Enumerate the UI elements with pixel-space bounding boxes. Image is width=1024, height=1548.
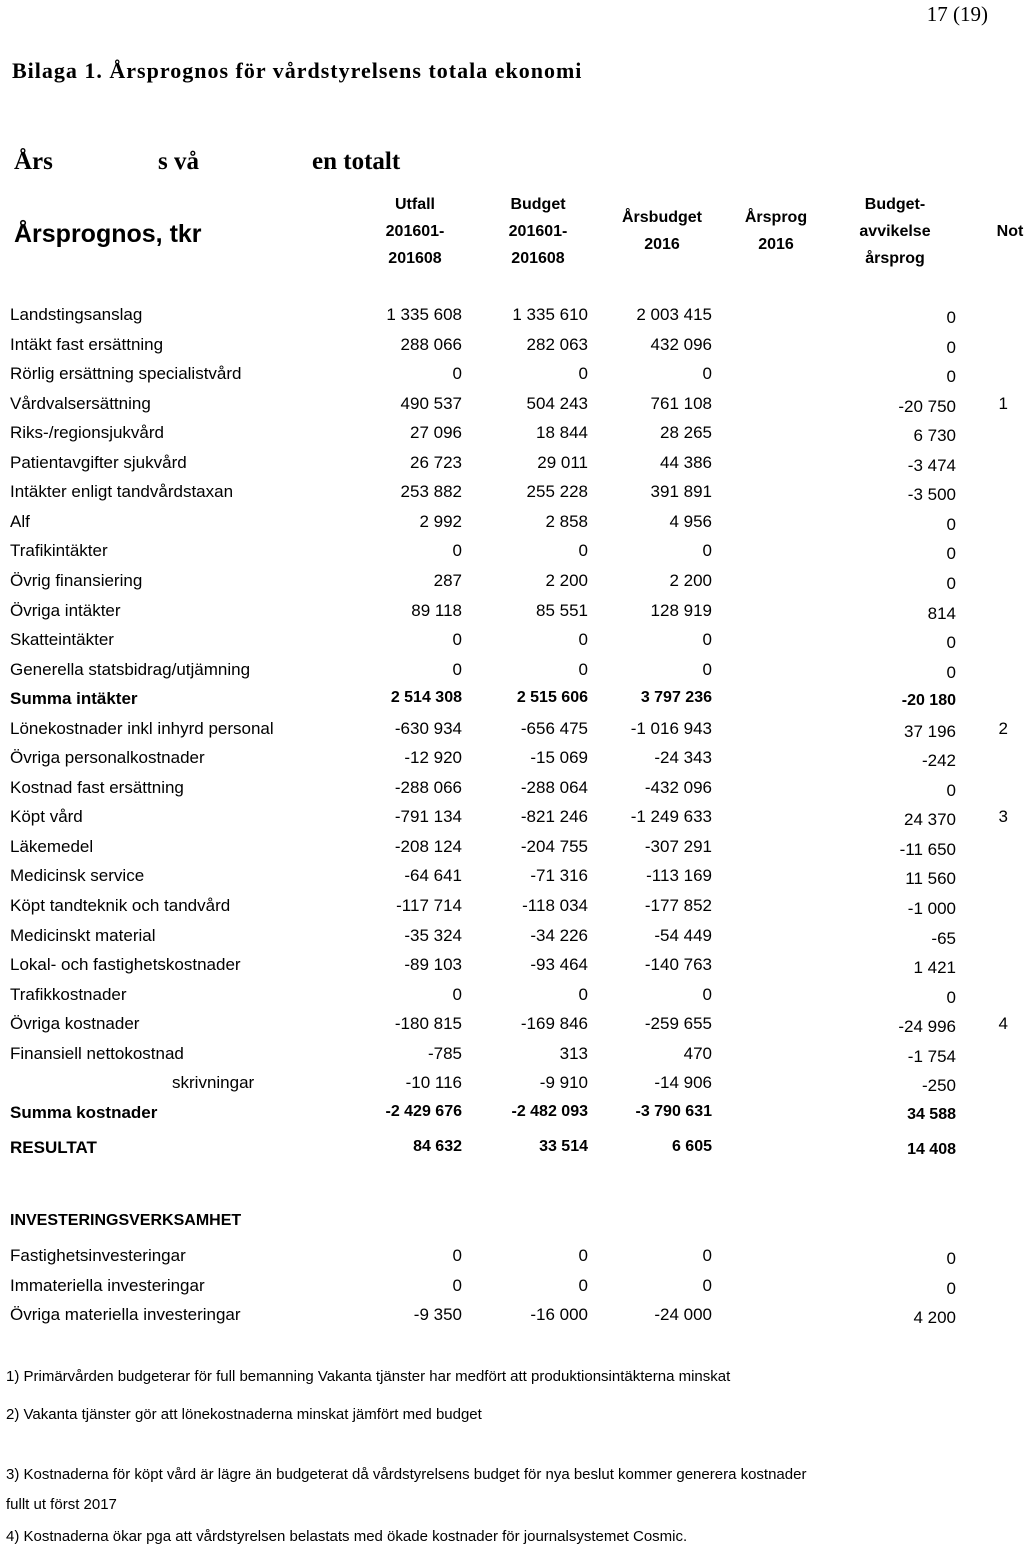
cell-c3: -1 249 633 bbox=[630, 807, 712, 827]
row-label: Summa kostnader bbox=[10, 1102, 158, 1122]
cell-c1: 0 bbox=[452, 1275, 462, 1295]
cell-c5: -24 996 bbox=[898, 1017, 956, 1037]
cell-c3: 432 096 bbox=[650, 334, 712, 354]
row-label: Generella statsbidrag/utjämning bbox=[10, 659, 251, 679]
table-row bbox=[0, 1014, 1024, 1043]
cell-c5: 14 408 bbox=[907, 1141, 956, 1159]
cell-c5: 0 bbox=[946, 987, 956, 1007]
column-header bbox=[478, 191, 598, 272]
column-header-line: 2016 bbox=[758, 236, 794, 253]
row-label: Lönekostnader inkl inhyrd personal bbox=[10, 718, 274, 738]
cell-c3: -259 655 bbox=[644, 1014, 712, 1034]
row-label: Övriga personalkostnader bbox=[10, 748, 205, 768]
column-header bbox=[716, 204, 836, 258]
table-row bbox=[0, 1305, 1024, 1334]
column-header bbox=[602, 204, 722, 258]
row-label: Intäkter enligt tandvårdstaxan bbox=[10, 482, 234, 502]
cell-c1: -89 103 bbox=[404, 955, 462, 975]
cell-c3: 0 bbox=[702, 364, 712, 384]
summary-row bbox=[0, 689, 1024, 718]
cell-c2: -169 846 bbox=[520, 1014, 588, 1034]
row-label: Läkemedel bbox=[10, 836, 94, 856]
cell-c1: 2 514 308 bbox=[390, 689, 462, 707]
row-label: Köpt tandteknik och tandvård bbox=[10, 896, 231, 915]
cell-c1: -9 350 bbox=[413, 1305, 462, 1324]
cell-c2: -2 482 093 bbox=[511, 1102, 588, 1120]
cell-c3: 3 797 236 bbox=[640, 689, 712, 707]
cell-c2: -821 246 bbox=[520, 807, 588, 827]
heading-fragment: Års bbox=[14, 148, 53, 175]
cell-c2: 2 858 bbox=[545, 511, 588, 531]
cell-note: 3 bbox=[998, 807, 1008, 827]
cell-c2: 0 bbox=[578, 364, 588, 384]
cell-c5: 0 bbox=[946, 1249, 956, 1268]
cell-c2: -118 034 bbox=[522, 896, 588, 915]
cell-c2: -288 064 bbox=[520, 777, 588, 797]
appendix-title: Bilaga 1. Årsprognos för vårdstyrelsens totala ekonomi bbox=[12, 58, 583, 83]
cell-c3: 6 605 bbox=[671, 1138, 712, 1156]
table-row bbox=[0, 601, 1024, 630]
table-row bbox=[0, 541, 1024, 570]
cell-c2: -204 755 bbox=[520, 836, 588, 856]
cell-c2: 504 243 bbox=[526, 393, 588, 413]
cell-c2: -71 316 bbox=[530, 866, 588, 886]
footnote: fullt ut först 2017 bbox=[6, 1496, 117, 1513]
cell-c5: 0 bbox=[946, 633, 956, 653]
cell-c5: 0 bbox=[946, 337, 956, 357]
cell-c3: 28 265 bbox=[660, 423, 712, 443]
cell-c1: -117 714 bbox=[396, 896, 462, 915]
table-row bbox=[0, 482, 1024, 511]
heading-fragment: en totalt bbox=[312, 148, 401, 175]
cell-c3: 0 bbox=[702, 541, 712, 561]
cell-c5: 0 bbox=[946, 308, 956, 327]
cell-c5: -1 754 bbox=[907, 1046, 956, 1066]
row-label: Rörlig ersättning specialistvård bbox=[10, 364, 242, 384]
table-row bbox=[0, 926, 1024, 955]
table-row bbox=[0, 305, 1024, 334]
cell-c3: -113 169 bbox=[646, 866, 712, 886]
cell-c1: 84 632 bbox=[413, 1138, 462, 1156]
cell-c5: 6 730 bbox=[913, 426, 956, 446]
investment-section-title: INVESTERINGSVERKSAMHET bbox=[10, 1212, 242, 1229]
cell-c1: -2 429 676 bbox=[385, 1102, 462, 1120]
table-row bbox=[0, 896, 1024, 925]
cell-c2: 18 844 bbox=[536, 423, 588, 443]
row-label: RESULTAT bbox=[10, 1138, 97, 1158]
heading-fragment: s vå bbox=[158, 148, 199, 175]
cell-c3: 761 108 bbox=[650, 393, 712, 413]
column-header-line: Årsprog bbox=[744, 209, 808, 226]
cell-c1: -12 920 bbox=[404, 748, 462, 768]
cell-c2: 313 bbox=[559, 1043, 588, 1063]
cell-c5: 0 bbox=[946, 1278, 956, 1298]
cell-c1: -64 641 bbox=[404, 866, 462, 886]
row-label: Riks-/regionsjukvård bbox=[10, 423, 164, 443]
column-header-line: 201601- bbox=[508, 223, 568, 240]
row-label: Fastighetsinvesteringar bbox=[10, 1246, 186, 1265]
column-header-line: 201608 bbox=[388, 250, 442, 267]
row-label: Patientavgifter sjukvård bbox=[10, 452, 187, 472]
row-label: Lokal- och fastighetskostnader bbox=[10, 955, 241, 975]
footnote: 4) Kostnaderna ökar pga att vårdstyrelsen belastats med ökade kostnader för journalsystemet Cosmic. bbox=[6, 1528, 688, 1545]
footnote: 2) Vakanta tjänster gör att lönekostnaderna minskat jämfört med budget bbox=[6, 1406, 482, 1423]
cell-c1: 1 335 608 bbox=[386, 305, 462, 324]
cell-c1: -288 066 bbox=[394, 777, 462, 797]
cell-note: 4 bbox=[998, 1014, 1008, 1034]
cell-c5: -3 500 bbox=[907, 485, 956, 505]
cell-c3: -307 291 bbox=[644, 836, 712, 856]
row-label: Medicinskt material bbox=[10, 925, 156, 945]
cell-c5: -65 bbox=[931, 928, 956, 948]
cell-c1: -180 815 bbox=[394, 1014, 462, 1034]
row-label: Kostnad fast ersättning bbox=[10, 777, 184, 797]
row-label: Landstingsanslag bbox=[10, 305, 143, 324]
cell-c3: 470 bbox=[683, 1043, 712, 1063]
column-header bbox=[950, 218, 1024, 245]
cell-c3: -54 449 bbox=[654, 925, 712, 945]
cell-c1: 253 882 bbox=[400, 482, 462, 502]
cell-c1: 0 bbox=[452, 541, 462, 561]
cell-c1: -35 324 bbox=[404, 925, 462, 945]
table-row bbox=[0, 1276, 1024, 1305]
column-header-line: Budget bbox=[510, 196, 566, 213]
table-row bbox=[0, 837, 1024, 866]
table-row bbox=[0, 719, 1024, 748]
cell-c3: -24 000 bbox=[654, 1305, 712, 1324]
row-label: Köpt vård bbox=[10, 807, 83, 827]
table-row bbox=[0, 778, 1024, 807]
cell-c3: 44 386 bbox=[660, 452, 712, 472]
table-row bbox=[0, 1073, 1024, 1102]
cell-c1: 0 bbox=[452, 659, 462, 679]
cell-c1: 2 992 bbox=[419, 511, 462, 531]
cell-c5: 0 bbox=[946, 780, 956, 800]
cell-c2: 255 228 bbox=[526, 482, 588, 502]
cell-c5: -3 474 bbox=[907, 455, 956, 475]
cell-c5: 0 bbox=[946, 573, 956, 593]
cell-c1: -208 124 bbox=[394, 836, 462, 856]
cell-c5: -20 750 bbox=[898, 396, 956, 416]
table-row bbox=[0, 453, 1024, 482]
cell-c2: 33 514 bbox=[539, 1138, 588, 1156]
cell-c3: 0 bbox=[702, 1246, 712, 1265]
summary-row bbox=[0, 1103, 1024, 1132]
cell-c1: -10 116 bbox=[405, 1073, 462, 1093]
row-label: Alf bbox=[10, 511, 30, 531]
column-header-line: Utfall bbox=[395, 196, 435, 213]
cell-c2: -93 464 bbox=[530, 955, 588, 975]
cell-c2: -9 910 bbox=[539, 1073, 588, 1093]
cell-c2: -15 069 bbox=[530, 748, 588, 768]
cell-c3: 2 200 bbox=[669, 570, 712, 590]
cell-c1: 490 537 bbox=[400, 393, 462, 413]
table-row bbox=[0, 748, 1024, 777]
cell-note: 2 bbox=[998, 718, 1008, 738]
cell-c5: 0 bbox=[946, 544, 956, 564]
row-label: Skatteintäkter bbox=[10, 630, 114, 650]
cell-c5: 0 bbox=[946, 662, 956, 682]
row-label: Trafikintäkter bbox=[10, 541, 108, 561]
footnote: 3) Kostnaderna för köpt vård är lägre än budgeterat då vårdstyrelsens budget för nya beslut kommer generera kostnader bbox=[6, 1466, 807, 1483]
cell-c3: -177 852 bbox=[644, 896, 712, 915]
cell-c3: 391 891 bbox=[650, 482, 712, 502]
cell-c2: -656 475 bbox=[520, 718, 588, 738]
cell-c3: 128 919 bbox=[650, 600, 712, 620]
cell-c5: -242 bbox=[921, 751, 956, 771]
row-label: skrivningar bbox=[172, 1073, 255, 1093]
cell-c1: 0 bbox=[452, 364, 462, 384]
cell-c2: 0 bbox=[578, 1275, 588, 1295]
column-header bbox=[355, 191, 475, 272]
cell-c1: -785 bbox=[427, 1043, 462, 1063]
cell-c5: -20 180 bbox=[901, 692, 956, 710]
cell-c5: 814 bbox=[927, 603, 956, 623]
cell-c1: 27 096 bbox=[410, 423, 462, 443]
row-label: Summa intäkter bbox=[10, 689, 138, 709]
column-header-line: Budget- bbox=[864, 196, 926, 213]
cell-c2: 0 bbox=[578, 1246, 588, 1265]
cell-c1: 89 118 bbox=[411, 600, 462, 620]
column-header-line: Not bbox=[996, 223, 1024, 240]
footnote: 1) Primärvården budgeterar för full bemanning Vakanta tjänster har medfört att produktionsintäkterna minskat bbox=[6, 1368, 731, 1385]
cell-c2: 282 063 bbox=[526, 334, 588, 354]
cell-c5: -1 000 bbox=[907, 899, 956, 918]
row-label: Medicinsk service bbox=[10, 866, 145, 886]
cell-c2: 2 200 bbox=[545, 570, 588, 590]
table-row bbox=[0, 335, 1024, 364]
cell-c2: 0 bbox=[578, 659, 588, 679]
cell-c3: 4 956 bbox=[669, 511, 712, 531]
table-row bbox=[0, 1044, 1024, 1073]
table-label-header: Årsprognos, tkr bbox=[14, 220, 202, 248]
column-header-line: 201608 bbox=[511, 250, 565, 267]
cell-c2: 1 335 610 bbox=[512, 305, 588, 324]
cell-c2: 0 bbox=[578, 541, 588, 561]
row-label: Intäkt fast ersättning bbox=[10, 334, 164, 354]
table-row bbox=[0, 571, 1024, 600]
table-row bbox=[0, 660, 1024, 689]
column-header bbox=[835, 191, 955, 272]
cell-c3: 0 bbox=[702, 659, 712, 679]
cell-c2: -34 226 bbox=[530, 925, 588, 945]
cell-c1: -791 134 bbox=[394, 807, 462, 827]
cell-c5: 11 560 bbox=[905, 869, 956, 889]
table-row bbox=[0, 807, 1024, 836]
cell-c3: -1 016 943 bbox=[630, 718, 712, 738]
cell-c3: 2 003 415 bbox=[636, 305, 712, 324]
table-row bbox=[0, 512, 1024, 541]
cell-c2: 0 bbox=[578, 984, 588, 1004]
cell-c1: 287 bbox=[433, 570, 462, 590]
cell-c5: 34 588 bbox=[907, 1105, 956, 1123]
cell-c2: 0 bbox=[578, 630, 588, 650]
cell-note: 1 bbox=[998, 393, 1008, 413]
cell-c3: 0 bbox=[702, 630, 712, 650]
table-row bbox=[0, 955, 1024, 984]
cell-c1: -630 934 bbox=[394, 718, 462, 738]
row-label: Övrig finansiering bbox=[10, 570, 143, 590]
cell-c1: 0 bbox=[452, 984, 462, 1004]
cell-c1: 26 723 bbox=[410, 452, 462, 472]
cell-c1: 0 bbox=[452, 630, 462, 650]
row-label: Immateriella investeringar bbox=[10, 1275, 205, 1295]
column-header-line: Årsbudget bbox=[622, 209, 702, 226]
cell-c5: 24 370 bbox=[904, 810, 956, 830]
cell-c5: 1 421 bbox=[913, 958, 956, 978]
row-label: Finansiell nettokostnad bbox=[10, 1043, 184, 1063]
cell-c3: -24 343 bbox=[654, 748, 712, 768]
table-row bbox=[0, 985, 1024, 1014]
summary-row bbox=[0, 1138, 1024, 1167]
cell-c1: 0 bbox=[452, 1246, 462, 1265]
table-row bbox=[0, 394, 1024, 423]
row-label: Vårdvalsersättning bbox=[10, 393, 151, 413]
cell-c5: 4 200 bbox=[913, 1308, 956, 1327]
cell-c3: 0 bbox=[702, 984, 712, 1004]
page-number: 17 (19) bbox=[926, 2, 988, 26]
cell-c2: 2 515 606 bbox=[516, 689, 588, 707]
cell-c3: 0 bbox=[702, 1275, 712, 1295]
column-header-line: årsprog bbox=[865, 250, 925, 267]
row-label: Övriga materiella investeringar bbox=[10, 1305, 241, 1324]
cell-c2: 29 011 bbox=[537, 452, 588, 472]
table-row bbox=[0, 1246, 1024, 1275]
row-label: Trafikkostnader bbox=[10, 984, 127, 1004]
row-label: Övriga intäkter bbox=[10, 600, 121, 620]
cell-c3: -3 790 631 bbox=[635, 1102, 712, 1120]
cell-c5: 37 196 bbox=[904, 721, 956, 741]
column-header-line: 201601- bbox=[385, 223, 445, 240]
cell-c5: 0 bbox=[946, 514, 956, 534]
cell-c5: 0 bbox=[946, 367, 956, 387]
table-row bbox=[0, 866, 1024, 895]
row-label: Övriga kostnader bbox=[10, 1014, 140, 1034]
cell-c3: -140 763 bbox=[644, 955, 712, 975]
column-header-line: avvikelse bbox=[859, 223, 931, 240]
cell-c2: 85 551 bbox=[536, 600, 588, 620]
column-header-line: 2016 bbox=[644, 236, 680, 253]
cell-c5: -250 bbox=[921, 1076, 956, 1096]
table-row bbox=[0, 364, 1024, 393]
cell-c3: -14 906 bbox=[654, 1073, 712, 1093]
cell-c3: -432 096 bbox=[644, 777, 712, 797]
cell-c2: -16 000 bbox=[530, 1305, 588, 1324]
cell-c1: 288 066 bbox=[400, 334, 462, 354]
cell-c5: -11 650 bbox=[899, 839, 956, 859]
table-row bbox=[0, 423, 1024, 452]
table-row bbox=[0, 630, 1024, 659]
